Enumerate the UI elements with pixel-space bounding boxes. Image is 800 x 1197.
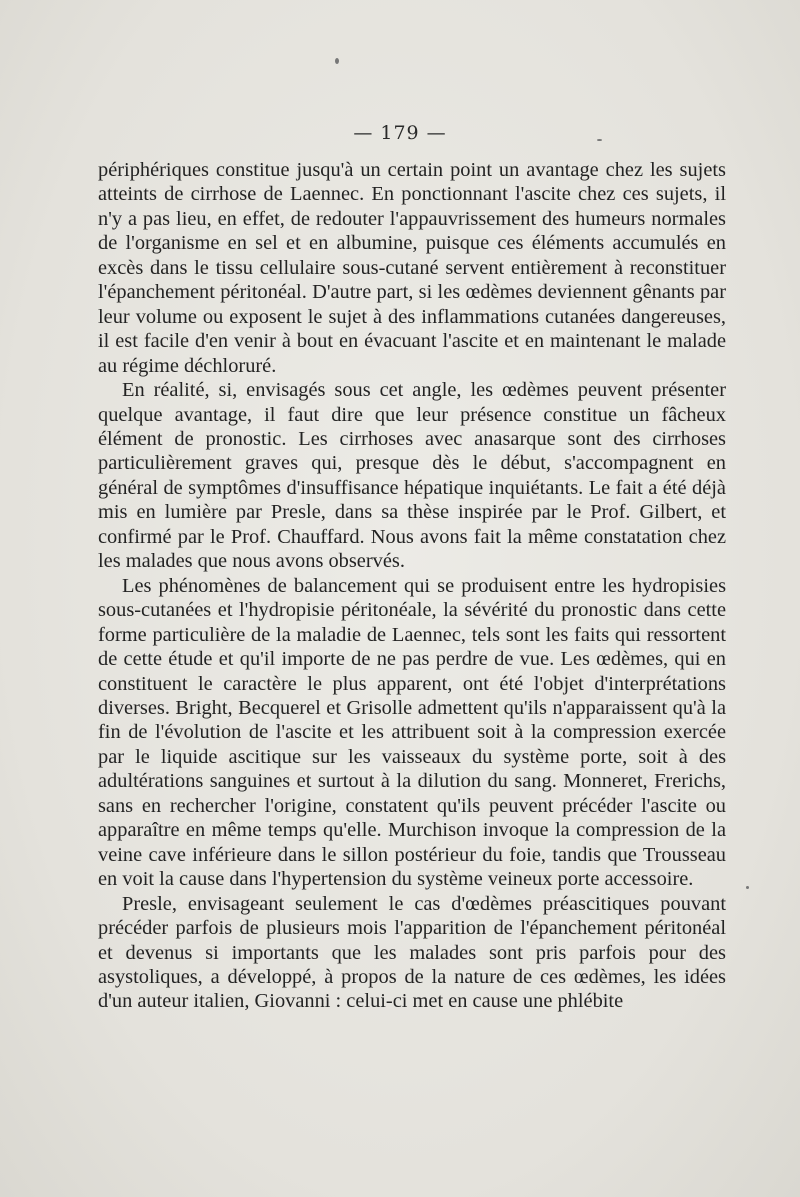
page-number: — 179 — — [353, 122, 447, 144]
paragraph-2: En réalité, si, envisagés sous cet angle, les œdèmes peuvent présenter quelque avantage, il faut dire que leur présence constitue un fâcheux élément de pronostic. Les cirrhoses avec anasarque sont des cirrhoses particulièrement graves qui, presque dès le début, s'accompagnent en général de symptômes d'insuffisance hépatique inquiétants. Le fait a été déjà mis en lumière par Presle, dans sa thèse inspirée par le Prof. Gilbert, et confirmé par le Prof. Chauffard. Nous avons fait la même constatation chez les malades que nous avons observés. — [98, 379, 726, 573]
paragraph-3: Les phénomènes de balancement qui se produisent entre les hydropisies sous-cutanées et l'hydropisie péritonéale, la sévérité du pronostic dans cette forme particulière de la maladie de Laennec, tels sont les faits qui ressortent de cette étude et qu'il importe de ne pas perdre de vue. Les œdèmes, qui en constituent le caractère le plus apparent, ont été l'objet d'interprétations diverses. Bright, Becquerel et Grisolle admettent qu'ils n'apparaissent qu'à la fin de l'évolution de l'ascite et les attribuent soit à la compression exercée par le liquide ascitique sur les vaisseaux du système porte, soit à des adultérations sanguines et surtout à la dilution du sang. Monneret, Frerichs, sans en rechercher l'origine, constatent qu'ils peuvent précéder l'ascite ou apparaître en même temps qu'elle. Murchison invoque la compression de la veine cave inférieure dans le sillon postérieur du foie, tandis que Trousseau en voit la cause dans l'hypertension du système veineux porte accessoire. — [98, 574, 726, 891]
ink-speck — [746, 886, 749, 889]
body-text — [98, 158, 726, 1014]
paragraph-1: périphériques constitue jusqu'à un certain point un avantage chez les sujets atteints de cirrhose de Laennec. En ponctionnant l'ascite chez ces sujets, il n'y a pas lieu, en effet, de redouter l'appauvrissement des humeurs normales de l'organisme en sel et en albumine, puisque ces éléments accumulés en excès dans le tissu cellulaire sous-cutané servent entièrement à reconstituer l'épanchement péritonéal. D'autre part, si les œdèmes deviennent gênants par leur volume ou exposent le sujet à des inflammations cutanées dangereuses, il est facile d'en venir à bout en évacuant l'ascite et en maintenant le malade au régime déchloruré. — [98, 159, 726, 377]
ink-speck — [335, 58, 339, 64]
paragraph-4: Presle, envisageant seulement le cas d'œdèmes préascitiques pouvant précéder parfois de plusieurs mois l'apparition de l'épanchement péritonéal et devenus si importants que les malades sont pris parfois pour des asystoliques, a développé, à propos de la nature de ces œdèmes, les idées d'un auteur italien, Giovanni : celui-ci met en cause une phlébite — [98, 892, 726, 1013]
